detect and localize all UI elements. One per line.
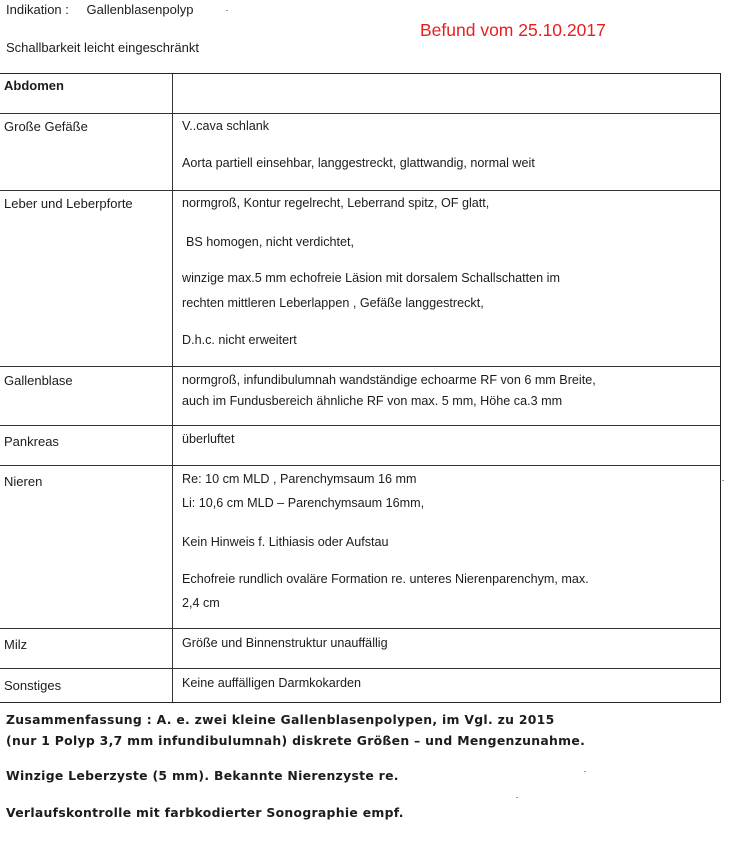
scan-speck — [516, 797, 518, 798]
row-label-nieren: Nieren — [4, 474, 43, 489]
row-text: 2,4 cm — [182, 596, 220, 610]
findings-table — [0, 73, 721, 703]
row-text: Li: 10,6 cm MLD – Parenchymsaum 16mm, — [182, 496, 425, 510]
summary-line-2: (nur 1 Polyp 3,7 mm infundibulumnah) diskrete Größen – und Mengenzunahme. — [6, 733, 586, 748]
row-divider — [0, 628, 720, 629]
row-text: Echofreie rundlich ovaläre Formation re. unteres Nierenparenchym, max. — [182, 572, 589, 586]
row-text: normgroß, Kontur regelrecht, Leberrand spitz, OF glatt, — [182, 196, 490, 210]
row-text: Aorta partiell einsehbar, langgestreckt, glattwandig, normal weit — [182, 156, 535, 170]
row-text: Keine auffälligen Darmkokarden — [182, 676, 361, 690]
scan-speck — [226, 10, 228, 11]
row-label-leber: Leber und Leberpforte — [4, 196, 133, 211]
row-divider — [0, 190, 720, 191]
row-text: Kein Hinweis f. Lithiasis oder Aufstau — [182, 535, 389, 549]
row-text: D.h.c. nicht erweitert — [182, 333, 297, 347]
abdomen-header: Abdomen — [4, 78, 64, 93]
befund-date: Befund vom 25.10.2017 — [420, 20, 606, 40]
summary-line-1: Zusammenfassung : A. e. zwei kleine Gallenblasenpolypen, im Vgl. zu 2015 — [6, 712, 555, 727]
indikation-value: Gallenblasenpolyp — [86, 2, 194, 17]
row-divider — [0, 113, 720, 114]
row-text: normgroß, infundibulumnah wandständige echoarme RF von 6 mm Breite, — [182, 373, 596, 387]
indikation-label: Indikation : — [6, 2, 69, 17]
row-divider — [0, 425, 720, 426]
row-label-gallenblase: Gallenblase — [4, 373, 73, 388]
row-text: Re: 10 cm MLD , Parenchymsaum 16 mm — [182, 472, 417, 486]
summary-line-4: Verlaufskontrolle mit farbkodierter Sonographie empf. — [6, 805, 404, 820]
row-divider — [0, 465, 720, 466]
scan-speck — [722, 480, 724, 481]
row-label-grosse-gefaesse: Große Gefäße — [4, 119, 88, 134]
indikation-line — [6, 2, 193, 17]
summary-line-3: Winzige Leberzyste (5 mm). Bekannte Nierenzyste re. — [6, 768, 399, 783]
schallbarkeit-note: Schallbarkeit leicht eingeschränkt — [6, 40, 199, 55]
row-label-sonstiges: Sonstiges — [4, 678, 62, 693]
row-text: auch im Fundusbereich ähnliche RF von max. 5 mm, Höhe ca.3 mm — [182, 394, 563, 408]
row-text: Größe und Binnenstruktur unauffällig — [182, 636, 388, 650]
column-divider — [172, 74, 173, 702]
scan-speck — [584, 771, 586, 772]
row-text: V..cava schlank — [182, 119, 270, 133]
row-label-pankreas: Pankreas — [4, 434, 59, 449]
row-text: BS homogen, nicht verdichtet, — [186, 235, 355, 249]
row-text: überluftet — [182, 432, 235, 446]
row-divider — [0, 668, 720, 669]
row-label-milz: Milz — [4, 637, 28, 652]
row-text: winzige max.5 mm echofreie Läsion mit dorsalem Schallschatten im — [182, 271, 560, 285]
row-text: rechten mittleren Leberlappen , Gefäße langgestreckt, — [182, 296, 484, 310]
row-divider — [0, 366, 720, 367]
